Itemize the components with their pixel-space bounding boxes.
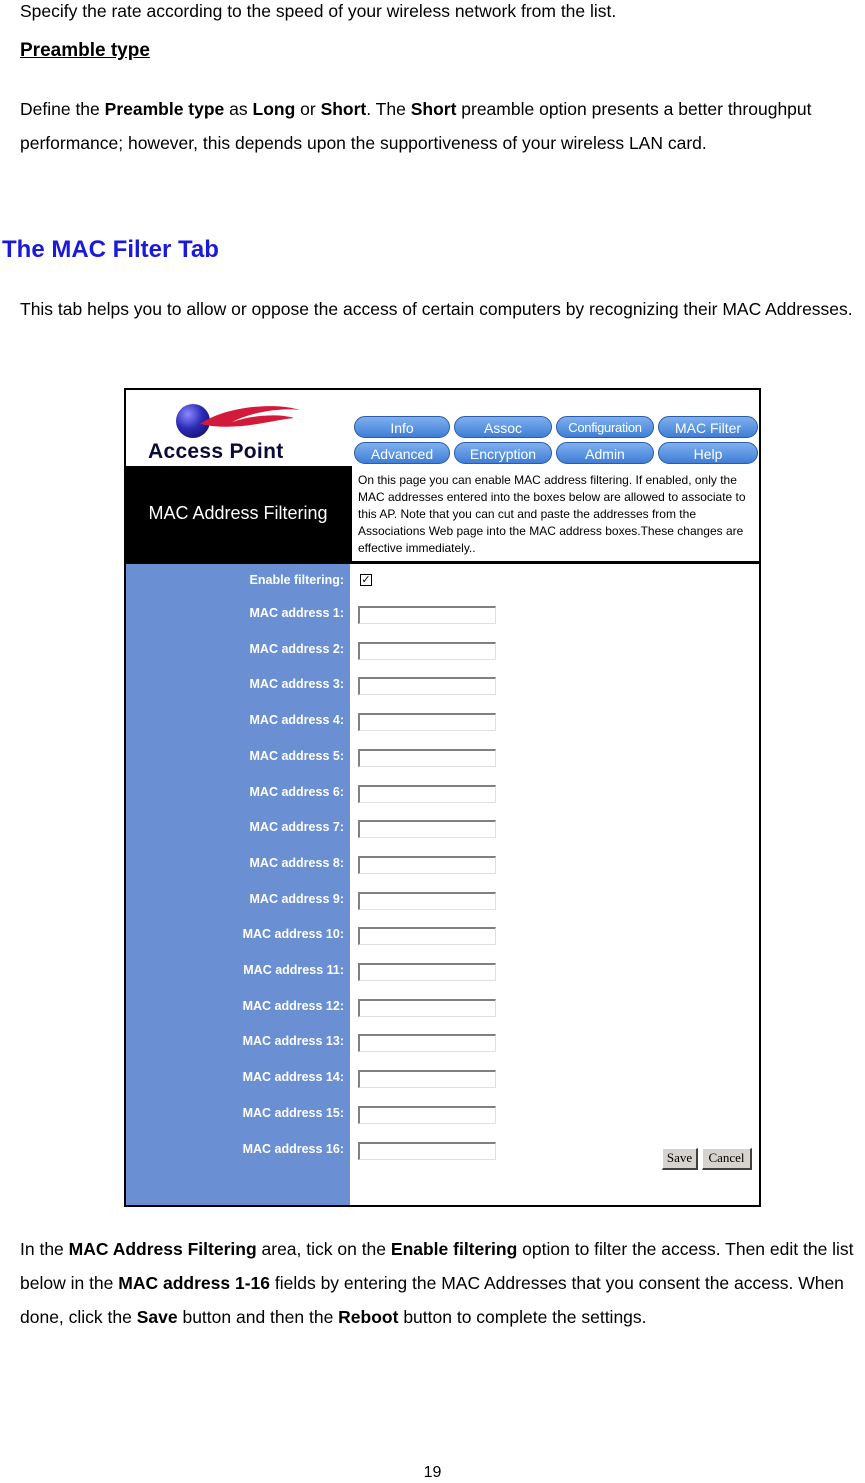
preamble-paragraph: [20, 92, 860, 160]
enable-filtering-checkbox[interactable]: ✓: [361, 574, 371, 586]
bold-run: MAC address 1-16: [118, 1273, 270, 1293]
mac-address-input[interactable]: [358, 713, 496, 731]
form-column: [350, 564, 759, 1205]
text-run: button to complete the settings.: [398, 1307, 647, 1327]
mac-address-label: MAC address 3:: [249, 677, 344, 691]
save-button[interactable]: Save: [662, 1148, 698, 1170]
mac-address-input[interactable]: [358, 1034, 496, 1052]
mac-address-input[interactable]: [358, 999, 496, 1017]
bold-run: Enable filtering: [390, 1239, 518, 1259]
text-run: preamble option presents a better throughput performance; however, this depends upon the supportiveness of your wireless LAN card.: [20, 99, 812, 153]
nav-assoc-button[interactable]: Assoc: [454, 416, 552, 438]
mac-address-label: MAC address 9:: [249, 892, 344, 906]
mac-address-input[interactable]: [358, 927, 496, 945]
page-description: On this page you can enable MAC address filtering. If enabled, only the MAC addresses entered into the boxes below are allowed to associate to this AP. Note that you can cut and paste the addresses from the Associations Web page into the MAC address boxes.These changes are effective immediately..: [350, 466, 759, 561]
text-run: as: [224, 99, 253, 119]
label-column: [126, 564, 350, 1205]
mac-address-input[interactable]: [358, 820, 496, 838]
bold-run: MAC Address Filtering: [68, 1239, 257, 1259]
mac-address-label: MAC address 8:: [249, 856, 344, 870]
nav-encryption-button[interactable]: Encryption: [454, 442, 552, 464]
text-run: option to filter the access. Then edit the list below in the: [20, 1239, 854, 1293]
mac-address-label: MAC address 16:: [242, 1142, 344, 1156]
page-title-band: [126, 466, 350, 561]
mac-address-input[interactable]: [358, 892, 496, 910]
instructions-paragraph: [20, 1232, 860, 1334]
preamble-heading: Preamble type: [20, 40, 150, 61]
mac-address-label: MAC address 7:: [249, 820, 344, 834]
page-title: MAC Address Filtering: [148, 503, 328, 523]
nav-configuration-button[interactable]: Configuration: [556, 416, 654, 438]
mac-address-input[interactable]: [358, 677, 496, 695]
bold-run: Preamble type: [104, 99, 225, 119]
mac-address-input[interactable]: [358, 606, 496, 624]
mac-address-input[interactable]: [358, 1070, 496, 1088]
mac-filter-heading: The MAC Filter Tab: [2, 236, 219, 263]
nav-admin-button[interactable]: Admin: [556, 442, 654, 464]
bold-run: Short: [410, 99, 457, 119]
mac-filter-paragraph: This tab helps you to allow or oppose the access of certain computers by recognizing their MAC Addresses.: [20, 299, 853, 319]
intro-paragraph: Specify the rate according to the speed of your wireless network from the list.: [20, 1, 617, 21]
nav-mac-filter-button[interactable]: MAC Filter: [658, 416, 758, 438]
nav-help-button[interactable]: Help: [658, 442, 758, 464]
mac-address-label: MAC address 10:: [242, 927, 344, 941]
text-run: button and then the: [177, 1307, 339, 1327]
mac-address-label: MAC address 2:: [249, 642, 344, 656]
mac-address-input[interactable]: [358, 1106, 496, 1124]
mac-address-label: MAC address 1:: [249, 606, 344, 620]
mac-address-label: MAC address 4:: [249, 713, 344, 727]
mac-address-input[interactable]: [358, 1142, 496, 1160]
mac-address-input[interactable]: [358, 963, 496, 981]
nav-info-button[interactable]: Info: [354, 416, 450, 438]
text-run: area, tick on the: [256, 1239, 391, 1259]
mac-address-label: MAC address 13:: [242, 1034, 344, 1048]
enable-filtering-label: Enable filtering:: [249, 573, 344, 587]
cancel-button[interactable]: Cancel: [702, 1148, 752, 1170]
bold-run: Reboot: [338, 1307, 399, 1327]
page-number: 19: [423, 1464, 442, 1481]
mac-address-input[interactable]: [358, 785, 496, 803]
nav-advanced-button[interactable]: Advanced: [354, 442, 450, 464]
mac-address-input[interactable]: [358, 749, 496, 767]
text-run: In the: [20, 1239, 69, 1259]
bold-run: Save: [136, 1307, 178, 1327]
mac-address-input[interactable]: [358, 856, 496, 874]
text-run: fields by entering the MAC Addresses that you consent the access. When done, click the: [20, 1273, 844, 1327]
text-run: . The: [366, 99, 411, 119]
mac-address-label: MAC address 11:: [243, 963, 344, 977]
mac-address-label: MAC address 6:: [249, 785, 344, 799]
text-run: Define the: [20, 99, 105, 119]
bold-run: Long: [252, 99, 296, 119]
logo: [126, 390, 350, 466]
logo-text: Access Point: [148, 440, 284, 463]
mac-address-label: MAC address 5:: [249, 749, 344, 763]
mac-address-label: MAC address 12:: [242, 999, 344, 1013]
text-run: or: [295, 99, 321, 119]
nav-bar: [350, 414, 759, 466]
bold-run: Short: [320, 99, 367, 119]
swoosh-icon: [196, 402, 306, 442]
mac-address-input[interactable]: [358, 642, 496, 660]
mac-address-label: MAC address 15:: [242, 1106, 344, 1120]
mac-filter-screenshot: [124, 388, 761, 1207]
mac-address-label: MAC address 14:: [242, 1070, 344, 1084]
